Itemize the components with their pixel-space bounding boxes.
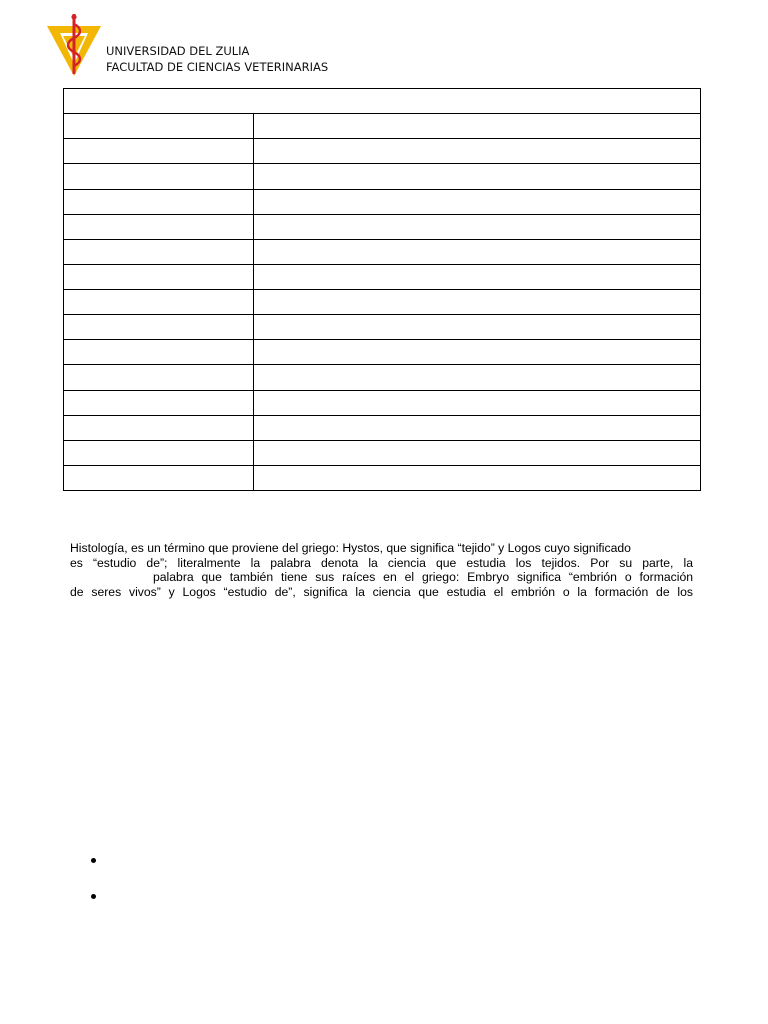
bullet-item [90,858,96,888]
table-row [64,315,701,340]
table-value-cell [254,139,701,164]
table-label-cell [64,290,254,315]
table-label-cell [64,264,254,289]
table-row [64,290,701,315]
table-value-cell [254,465,701,490]
table-value-cell [254,315,701,340]
table-value-cell [254,214,701,239]
bullet-dot-icon [91,894,96,899]
faculty-name: FACULTAD DE CIENCIAS VETERINARIAS [106,60,329,74]
bullet-list [90,852,96,924]
table-row [64,415,701,440]
table-label-cell [64,189,254,214]
table-value-cell [254,114,701,139]
table-row [64,465,701,490]
table-row [64,264,701,289]
table-label-cell [64,465,254,490]
table-row [64,365,701,390]
bullet-dot-icon [91,858,96,863]
university-logo-icon [47,14,101,78]
paragraph-line: palabra que también tiene sus raíces en el griego: Embryo significa “embrión o formación [153,570,693,585]
table-row [64,189,701,214]
table-row [64,440,701,465]
table-value-cell [254,440,701,465]
table-value-cell [254,340,701,365]
table-value-cell [254,290,701,315]
table-value-cell [254,365,701,390]
table-title-row [64,89,701,114]
bullet-item [90,894,96,924]
table-label-cell [64,114,254,139]
table-row [64,239,701,264]
table-row [64,164,701,189]
header-logo [47,14,101,78]
table-label-cell [64,214,254,239]
table-label-cell [64,440,254,465]
table-value-cell [254,189,701,214]
table-label-cell [64,415,254,440]
form-table [63,88,701,491]
paragraph-line: de seres vivos” y Logos “estudio de”, significa la ciencia que estudia el embrión o la formación de los [70,584,693,599]
table-value-cell [254,390,701,415]
table-row [64,340,701,365]
table-label-cell [64,340,254,365]
table-row [64,214,701,239]
table-label-cell [64,390,254,415]
table-value-cell [254,415,701,440]
table-value-cell [254,239,701,264]
table-label-cell [64,164,254,189]
table-title-cell [64,89,701,114]
table-row [64,139,701,164]
table-label-cell [64,365,254,390]
paragraph-line: Histología, es un término que proviene del griego: Hystos, que significa “tejido” y Logos cuyo significado [70,541,631,555]
table-label-cell [64,239,254,264]
table-value-cell [254,264,701,289]
paragraph-line: es “estudio de”; literalmente la palabra denota la ciencia que estudia los tejidos. Por su parte, la [70,555,693,570]
university-name: UNIVERSIDAD DEL ZULIA [106,44,250,58]
table-row [64,114,701,139]
table-value-cell [254,164,701,189]
header-text [106,43,328,75]
table-label-cell [64,139,254,164]
histology-paragraph [70,541,693,599]
table-row [64,390,701,415]
table-label-cell [64,315,254,340]
